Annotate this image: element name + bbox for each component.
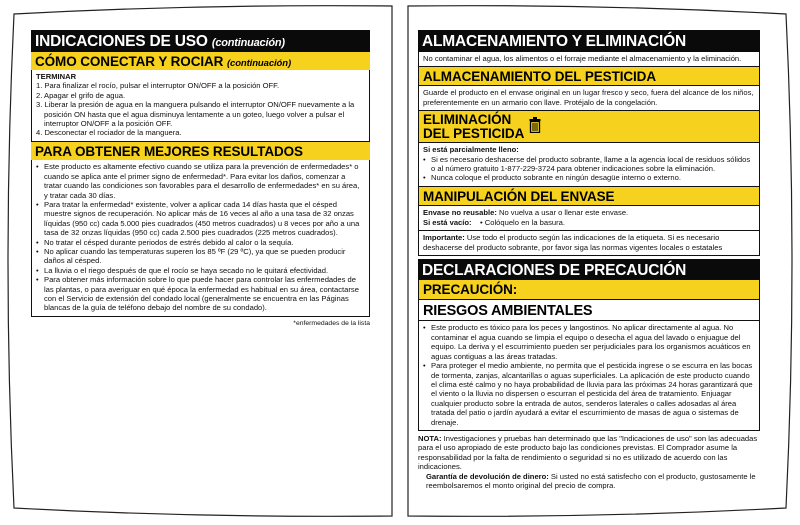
precaution-sub: PRECAUCIÓN:	[423, 282, 518, 298]
pesticide-storage-title: ALMACENAMIENTO DEL PESTICIDA	[423, 68, 656, 84]
results-bullet: • Para obtener más información sobre lo que puede hacer para controlar las enfermedades de las plantas, o para averiguar en qué época la enfermedad es habitual en su área, contactarse con el Servicio de extensión del condado local (generalmente se encuentra en las Páginas blancas de la guía de teléfono debajo del nombre de su condado).	[36, 275, 365, 313]
step-item: 4. Desconectar el rociador de la manguera.	[36, 128, 182, 138]
directions-title: INDICACIONES DE USO	[35, 33, 208, 50]
disposal-title-line1: ELIMINACIÓN	[423, 112, 512, 128]
nonreuse-label: Envase no reusable:	[423, 208, 497, 218]
directions-title-bar	[31, 30, 370, 52]
results-title: PARA OBTENER MEJORES RESULTADOS	[35, 143, 303, 159]
note-label: NOTA:	[418, 433, 442, 443]
finish-subheading: TERMINAR	[36, 72, 77, 81]
results-bullet: • No aplicar cuando las temperaturas superen los 85 ºF (29 ºC), ya que se pueden producir daños al césped.	[36, 247, 365, 266]
connect-title-bar	[31, 52, 370, 71]
env-bullet: • Este producto es tóxico para los peces y langostinos. No aplicar directamente al agua. No contaminar el agua cuando se limpia el equipo o desecha el agua del lavado o enjuague del equipo. La deriva y el escurrimiento pueden ser perjudiciales para los organismos acuáticos en aguas contiguas a las áreas tratadas.	[423, 323, 755, 361]
disposal-label: Si está parcialmente lleno:	[423, 145, 519, 155]
connect-box	[31, 70, 370, 142]
step-item: 2. Apagar el grifo de agua.	[36, 90, 126, 100]
guarantee-label: Garantía de devolución de dinero:	[426, 471, 549, 481]
results-bullet: • Para tratar la enfermedad* existente, volver a aplicar cada 14 días hasta que el césped muestre signos de recuperación. No aplicar más de 16 veces al año a una tasa de 32 onzas líquidas (950 cc) cada 5.000 pies cuadrados (450 metros cuadrados) u 8 veces por año a una tasa de 32 onzas líquidas (950 cc) cada 2.500 pies cuadrados (225 metros cuadrados).	[36, 200, 365, 238]
note-text: Investigaciones y pruebas han determinado que las "Indicaciones de uso" son las adecuadas para el uso apropiado de este producto bajo las condiciones previstas. El Comprador asume la responsabilidad por la falta de rendimiento o seguridad si no es utilizado de acuerdo con las indicaciones.	[418, 433, 758, 472]
directions-title-cont: (continuación)	[211, 37, 285, 49]
nonreuse-text: No vuelva a usar o llenar este envase.	[498, 208, 629, 218]
results-bullet: • Este producto es altamente efectivo cuando se utiliza para la prevención de enfermedades* o cuando se aplica ante el primer signo de enfermedad*. Para evitar los daños, comenzar a tratar cuando las condiciones son favorables para el desarrollo de enfermedades* en su área, y tratar cada 30 días.	[36, 162, 365, 200]
storage-intro: No contaminar el agua, los alimentos o el forraje mediante el almacenamiento y la eliminación.	[418, 52, 760, 67]
step-item: 3. Liberar la presión de agua en la manguera pulsando el interruptor ON/OFF nuevamente a la posición ON hasta que el agua disminuya lentamente a un goteo, luego volver a pulsar el interruptor ON/OFF a la posición OFF.	[36, 100, 355, 129]
important-box	[418, 231, 760, 256]
important-label: Importante:	[423, 233, 465, 243]
connect-title: CÓMO CONECTAR Y ROCIAR	[35, 53, 224, 69]
env-box	[418, 321, 760, 430]
container-box: Envase no reusable: No vuelva a usar o llenar este envase. Si está vacío: • Colóquelo en la basura.	[418, 206, 760, 231]
disposal-bullet: • Si es necesario deshacerse del producto sobrante, llame a la agencia local de residuos sólidos o al número gratuito 1-877-229-3724 para obtener indicaciones sobre la eliminación.	[423, 155, 755, 174]
step-item: 1. Para finalizar el rocío, pulsar el interruptor ON/OFF a la posición OFF.	[36, 81, 280, 91]
disposal-title-bar	[418, 111, 760, 143]
footnote: *enfermedades de la lista	[293, 319, 370, 327]
disposal-box	[418, 143, 760, 187]
disposal-title-line2: DEL PESTICIDA	[423, 125, 525, 141]
guarantee-paragraph	[418, 472, 760, 491]
important-text: Use todo el producto según las indicaciones de la etiqueta. Si es necesario deshacerse del producto sobrante, por favor siga las normas vigentes locales o estatales	[423, 233, 723, 252]
container-title: MANIPULACIÓN DEL ENVASE	[423, 188, 615, 204]
container-title-bar	[418, 187, 760, 207]
results-bullet: • La lluvia o el riego después de que el rocío se haya secado no le quitará efectividad.	[36, 266, 365, 275]
right-page	[418, 30, 760, 502]
pesticide-storage-title-bar	[418, 67, 760, 87]
empty-text: Colóquelo en la basura.	[484, 217, 565, 227]
precaution-sub-bar	[418, 280, 760, 300]
disposal-bullet: • Nunca coloque el producto sobrante en ningún desagüe interno o externo.	[423, 173, 755, 182]
precaution-title-bar	[418, 259, 760, 281]
guarantee-text: Si usted no está satisfecho con el producto, gustosamente le reembolsaremos el monto original del precio de compra.	[426, 471, 756, 490]
trash-can-icon	[529, 117, 541, 136]
empty-label: Si está vacío:	[423, 217, 472, 227]
env-title-bar	[418, 300, 760, 322]
storage-title: ALMACENAMIENTO Y ELIMINACIÓN	[422, 33, 686, 50]
note-paragraph	[418, 434, 760, 472]
results-title-bar	[31, 142, 370, 161]
env-title: RIESGOS AMBIENTALES	[423, 302, 593, 319]
storage-title-bar	[418, 30, 760, 52]
results-bullet: • No tratar el césped durante periodos de estrés debido al calor o la sequía.	[36, 238, 365, 247]
env-bullet: • Para proteger el medio ambiente, no permita que el pesticida ingrese o se escurra en las bocas de tormenta, zanjas, alcantarillas o aguas superficiales. La aplicación de este producto cuando el clima esté calmo y no haya probabilidad de lluvia para las próximas 24 horas garantizará que el viento o la lluvia no dispersen o escurran el pesticida del área de tratamiento. Enjuagar cualquier producto sobre la entrada de autos, senderos laterales o calles adosadas al área tratada del patio o jardín ayudará a evitar el escurrimiento de masas de agua o sistemas de drenaje.	[423, 361, 755, 427]
left-page	[31, 30, 370, 450]
results-box	[31, 160, 370, 317]
pesticide-storage-text: Guarde el producto en el envase original en un lugar fresco y seco, fuera del alcance de los niños, preferentemente en un armario con llave. Protéjalo de la congelación.	[418, 86, 760, 111]
connect-title-cont: (continuación)	[226, 57, 292, 69]
precaution-title: DECLARACIONES DE PRECAUCIÓN	[422, 261, 687, 279]
